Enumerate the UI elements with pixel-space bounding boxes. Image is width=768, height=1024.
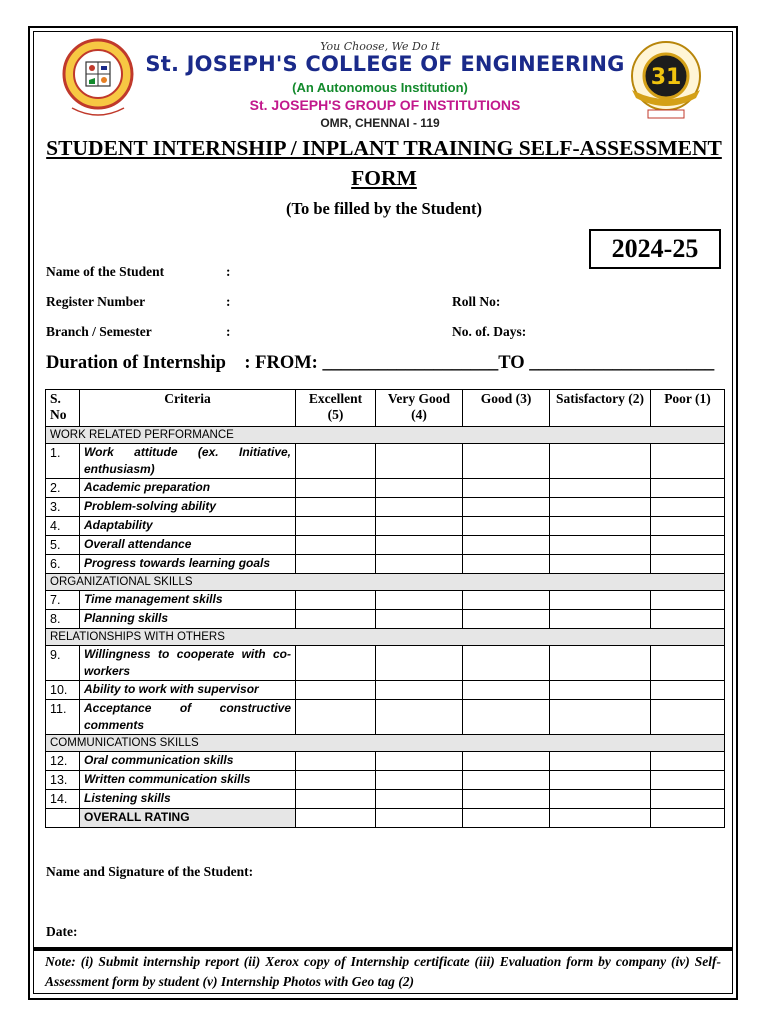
rating-cell[interactable] — [651, 498, 725, 517]
rating-cell[interactable] — [550, 790, 651, 809]
rating-cell[interactable] — [296, 700, 376, 735]
table-row — [46, 790, 725, 809]
table-row — [46, 610, 725, 629]
svg-text:31: 31 — [650, 65, 682, 90]
assessment-table — [45, 389, 725, 828]
table-row — [46, 479, 725, 498]
table-row — [46, 771, 725, 790]
criterion-text: Adaptability — [80, 517, 296, 536]
table-row — [46, 752, 725, 771]
signature-label: Name and Signature of the Student: — [46, 864, 254, 879]
table-row — [46, 700, 725, 735]
roll-label: Roll No: — [452, 294, 501, 309]
rating-cell[interactable] — [376, 681, 463, 700]
row-number: 7. — [46, 591, 80, 610]
criterion-text: Ability to work with supervisor — [80, 681, 296, 700]
college-name: St. JOSEPH'S COLLEGE OF ENGINEERING — [145, 52, 625, 76]
table-row — [46, 555, 725, 574]
rating-cell[interactable] — [463, 591, 550, 610]
overall-rating-label: OVERALL RATING — [80, 809, 296, 828]
header-very-good: Very Good (4) — [376, 390, 463, 427]
name-label: Name of the Student — [46, 264, 165, 279]
row-number: 10. — [46, 681, 80, 700]
note-text: Note: (i) Submit internship report (ii) Xerox copy of Internship certificate (iii) Evaluation form by company (iv) Self-Assessment form by student (v) Internship Photos with Geo tag (2) — [45, 954, 721, 989]
table-row — [46, 517, 725, 536]
row-number: 9. — [46, 646, 80, 681]
rating-cell[interactable] — [296, 752, 376, 771]
college-location: OMR, CHENNAI - 119 — [320, 116, 440, 130]
register-colon: : — [226, 294, 231, 309]
rating-cell[interactable] — [296, 610, 376, 629]
tagline: You Choose, We Do It — [320, 40, 440, 53]
college-seal-icon — [62, 38, 134, 120]
row-number: 4. — [46, 517, 80, 536]
criterion-text: Academic preparation — [80, 479, 296, 498]
rating-cell[interactable] — [463, 555, 550, 574]
rating-cell[interactable] — [550, 555, 651, 574]
row-number: 12. — [46, 752, 80, 771]
rating-cell[interactable] — [463, 681, 550, 700]
criterion-text: Acceptance of constructive comments — [80, 700, 296, 735]
rating-cell[interactable] — [296, 517, 376, 536]
row-number: 3. — [46, 498, 80, 517]
row-number: 5. — [46, 536, 80, 555]
rating-cell[interactable] — [651, 536, 725, 555]
rating-cell[interactable] — [550, 752, 651, 771]
rating-cell[interactable] — [550, 498, 651, 517]
table-row — [46, 536, 725, 555]
rating-cell[interactable] — [651, 646, 725, 681]
rating-cell[interactable] — [376, 591, 463, 610]
rating-cell[interactable] — [550, 809, 651, 828]
rating-cell[interactable] — [376, 752, 463, 771]
rating-cell[interactable] — [376, 555, 463, 574]
section-communication-skills: COMMUNICATIONS SKILLS — [46, 735, 725, 752]
rating-cell[interactable] — [296, 536, 376, 555]
criterion-text: Overall attendance — [80, 536, 296, 555]
rating-cell[interactable] — [550, 591, 651, 610]
rating-cell[interactable] — [463, 517, 550, 536]
rating-cell[interactable] — [651, 771, 725, 790]
academic-year: 2024-25 — [589, 229, 721, 269]
row-number: 6. — [46, 555, 80, 574]
header-criteria: Criteria — [80, 390, 296, 427]
header-satisfactory: Satisfactory (2) — [550, 390, 651, 427]
rating-cell[interactable] — [296, 771, 376, 790]
name-colon: : — [226, 264, 231, 279]
rating-cell[interactable] — [651, 517, 725, 536]
rating-cell[interactable] — [463, 479, 550, 498]
row-number: 11. — [46, 700, 80, 735]
criterion-text: Listening skills — [80, 790, 296, 809]
rating-cell[interactable] — [651, 479, 725, 498]
rating-cell[interactable] — [296, 444, 376, 479]
form-subtitle: (To be filled by the Student) — [285, 199, 483, 218]
row-number: 8. — [46, 610, 80, 629]
header-good: Good (3) — [463, 390, 550, 427]
rating-cell[interactable] — [463, 536, 550, 555]
rating-cell[interactable] — [463, 771, 550, 790]
rating-cell[interactable] — [651, 700, 725, 735]
rating-cell[interactable] — [463, 444, 550, 479]
section-organizational-skills: ORGANIZATIONAL SKILLS — [46, 574, 725, 591]
rating-cell[interactable] — [550, 700, 651, 735]
table-row — [46, 498, 725, 517]
rating-cell[interactable] — [376, 479, 463, 498]
rating-cell[interactable] — [463, 646, 550, 681]
rating-cell[interactable] — [550, 444, 651, 479]
rating-cell[interactable] — [376, 536, 463, 555]
row-number: 2. — [46, 479, 80, 498]
table-row — [46, 591, 725, 610]
rating-cell[interactable] — [463, 498, 550, 517]
rating-cell[interactable] — [376, 790, 463, 809]
rating-cell[interactable] — [463, 809, 550, 828]
criterion-text: Time management skills — [80, 591, 296, 610]
criterion-text: Planning skills — [80, 610, 296, 629]
criterion-text: Progress towards learning goals — [80, 555, 296, 574]
rating-cell[interactable] — [550, 646, 651, 681]
days-label: No. of. Days: — [452, 324, 527, 339]
rating-cell[interactable] — [550, 610, 651, 629]
rating-cell[interactable] — [296, 790, 376, 809]
rating-cell[interactable] — [651, 444, 725, 479]
rating-cell[interactable] — [376, 771, 463, 790]
rating-cell[interactable] — [296, 479, 376, 498]
rating-cell[interactable] — [651, 591, 725, 610]
table-row — [46, 681, 725, 700]
rating-cell[interactable] — [651, 809, 725, 828]
header-excellent: Excellent (5) — [296, 390, 376, 427]
rating-cell[interactable] — [651, 790, 725, 809]
rating-cell[interactable] — [296, 498, 376, 517]
rating-cell[interactable] — [296, 555, 376, 574]
rating-cell[interactable] — [376, 809, 463, 828]
form-title: STUDENT INTERNSHIP / INPLANT TRAINING SELF-ASSESSMENT FORM — [46, 136, 722, 190]
row-number: 13. — [46, 771, 80, 790]
rating-cell[interactable] — [651, 681, 725, 700]
branch-label: Branch / Semester — [46, 324, 152, 339]
row-number: 1. — [46, 444, 80, 479]
table-row — [46, 646, 725, 681]
criterion-text: Problem-solving ability — [80, 498, 296, 517]
autonomous-label: (An Autonomous Institution) — [292, 80, 468, 95]
rating-cell[interactable] — [463, 610, 550, 629]
header-poor: Poor (1) — [651, 390, 725, 427]
rating-cell[interactable] — [550, 536, 651, 555]
section-work-performance: WORK RELATED PERFORMANCE — [46, 427, 725, 444]
criterion-text: Written communication skills — [80, 771, 296, 790]
rating-cell[interactable] — [296, 646, 376, 681]
empty-cell — [46, 809, 80, 828]
anniversary-31-badge-icon — [618, 38, 714, 120]
criterion-text: Oral communication skills — [80, 752, 296, 771]
rating-cell[interactable] — [651, 752, 725, 771]
overall-row — [46, 809, 725, 828]
rating-cell[interactable] — [376, 610, 463, 629]
row-number: 14. — [46, 790, 80, 809]
rating-cell[interactable] — [296, 681, 376, 700]
rating-cell[interactable] — [550, 479, 651, 498]
criterion-text: Work attitude (ex. Initiative, enthusiasm) — [80, 444, 296, 479]
rating-cell[interactable] — [550, 517, 651, 536]
rating-cell[interactable] — [296, 809, 376, 828]
branch-colon: : — [226, 324, 231, 339]
rating-cell[interactable] — [376, 444, 463, 479]
criterion-text: Willingness to cooperate with co-workers — [80, 646, 296, 681]
rating-cell[interactable] — [651, 610, 725, 629]
date-label: Date: — [46, 924, 78, 939]
rating-cell[interactable] — [376, 646, 463, 681]
rating-cell[interactable] — [651, 555, 725, 574]
rating-cell[interactable] — [550, 681, 651, 700]
rating-cell[interactable] — [376, 498, 463, 517]
section-relationships: RELATIONSHIPS WITH OTHERS — [46, 629, 725, 646]
duration-line: Duration of Internship : FROM: ___________________TO ____________________ — [46, 353, 715, 373]
rating-cell[interactable] — [376, 517, 463, 536]
header-sno: S. No — [46, 390, 80, 427]
rating-cell[interactable] — [550, 771, 651, 790]
rating-cell[interactable] — [296, 591, 376, 610]
group-name: St. JOSEPH'S GROUP OF INSTITUTIONS — [249, 97, 521, 113]
register-label: Register Number — [46, 294, 146, 309]
rating-cell[interactable] — [463, 752, 550, 771]
rating-cell[interactable] — [463, 790, 550, 809]
rating-cell[interactable] — [463, 700, 550, 735]
rating-cell[interactable] — [376, 700, 463, 735]
table-row — [46, 444, 725, 479]
